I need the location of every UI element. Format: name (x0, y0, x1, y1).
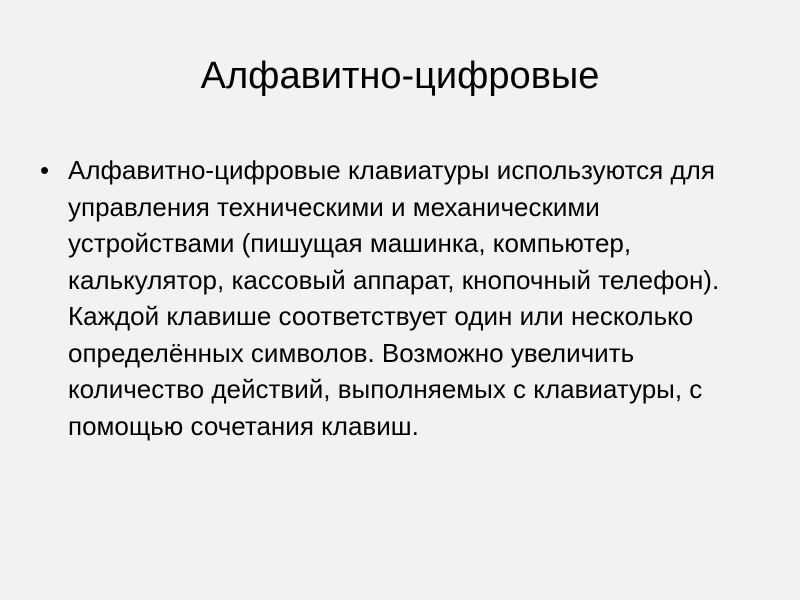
slide-title: Алфавитно-цифровые (200, 55, 600, 97)
bullet-text: Алфавитно-цифровые клавиатуры используются для управления техническими и механическими устройствами (пишущая машинка, компьютер, калькулятор, кассовый аппарат, кнопочный телефон). Каждой клавише соответствует один или несколько определённых символов. Возможно увеличить количество действий, выполняемых с клавиатуры, с помощью сочетания клавиш. (68, 155, 720, 441)
bullet-icon: • (40, 155, 50, 185)
bullet-list (40, 152, 740, 444)
bullet-item (40, 152, 740, 444)
